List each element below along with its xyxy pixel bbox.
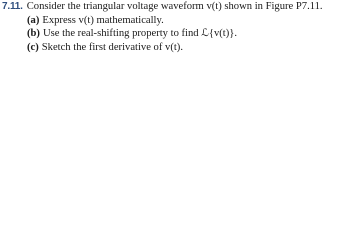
problem-parts [27, 14, 237, 54]
part-b-text: Use the real-shifting property to find ℒ{v(t)}. [42, 28, 237, 40]
problem-stem-text: Consider the triangular voltage waveform v(t) shown in Figure P7.11. [26, 1, 323, 12]
part-b [27, 27, 237, 40]
part-c-label: (c) [27, 41, 39, 53]
problem-stem [2, 0, 323, 13]
part-a [27, 14, 237, 27]
part-a-label: (a) [27, 15, 40, 26]
problem-block [0, 0, 350, 56]
part-a-text: Express v(t) mathematically. [42, 15, 164, 26]
part-c-text: Sketch the first derivative of v(t). [41, 41, 183, 53]
problem-number: 7.11. [2, 1, 23, 12]
part-b-label: (b) [27, 28, 40, 40]
part-c [27, 41, 237, 54]
